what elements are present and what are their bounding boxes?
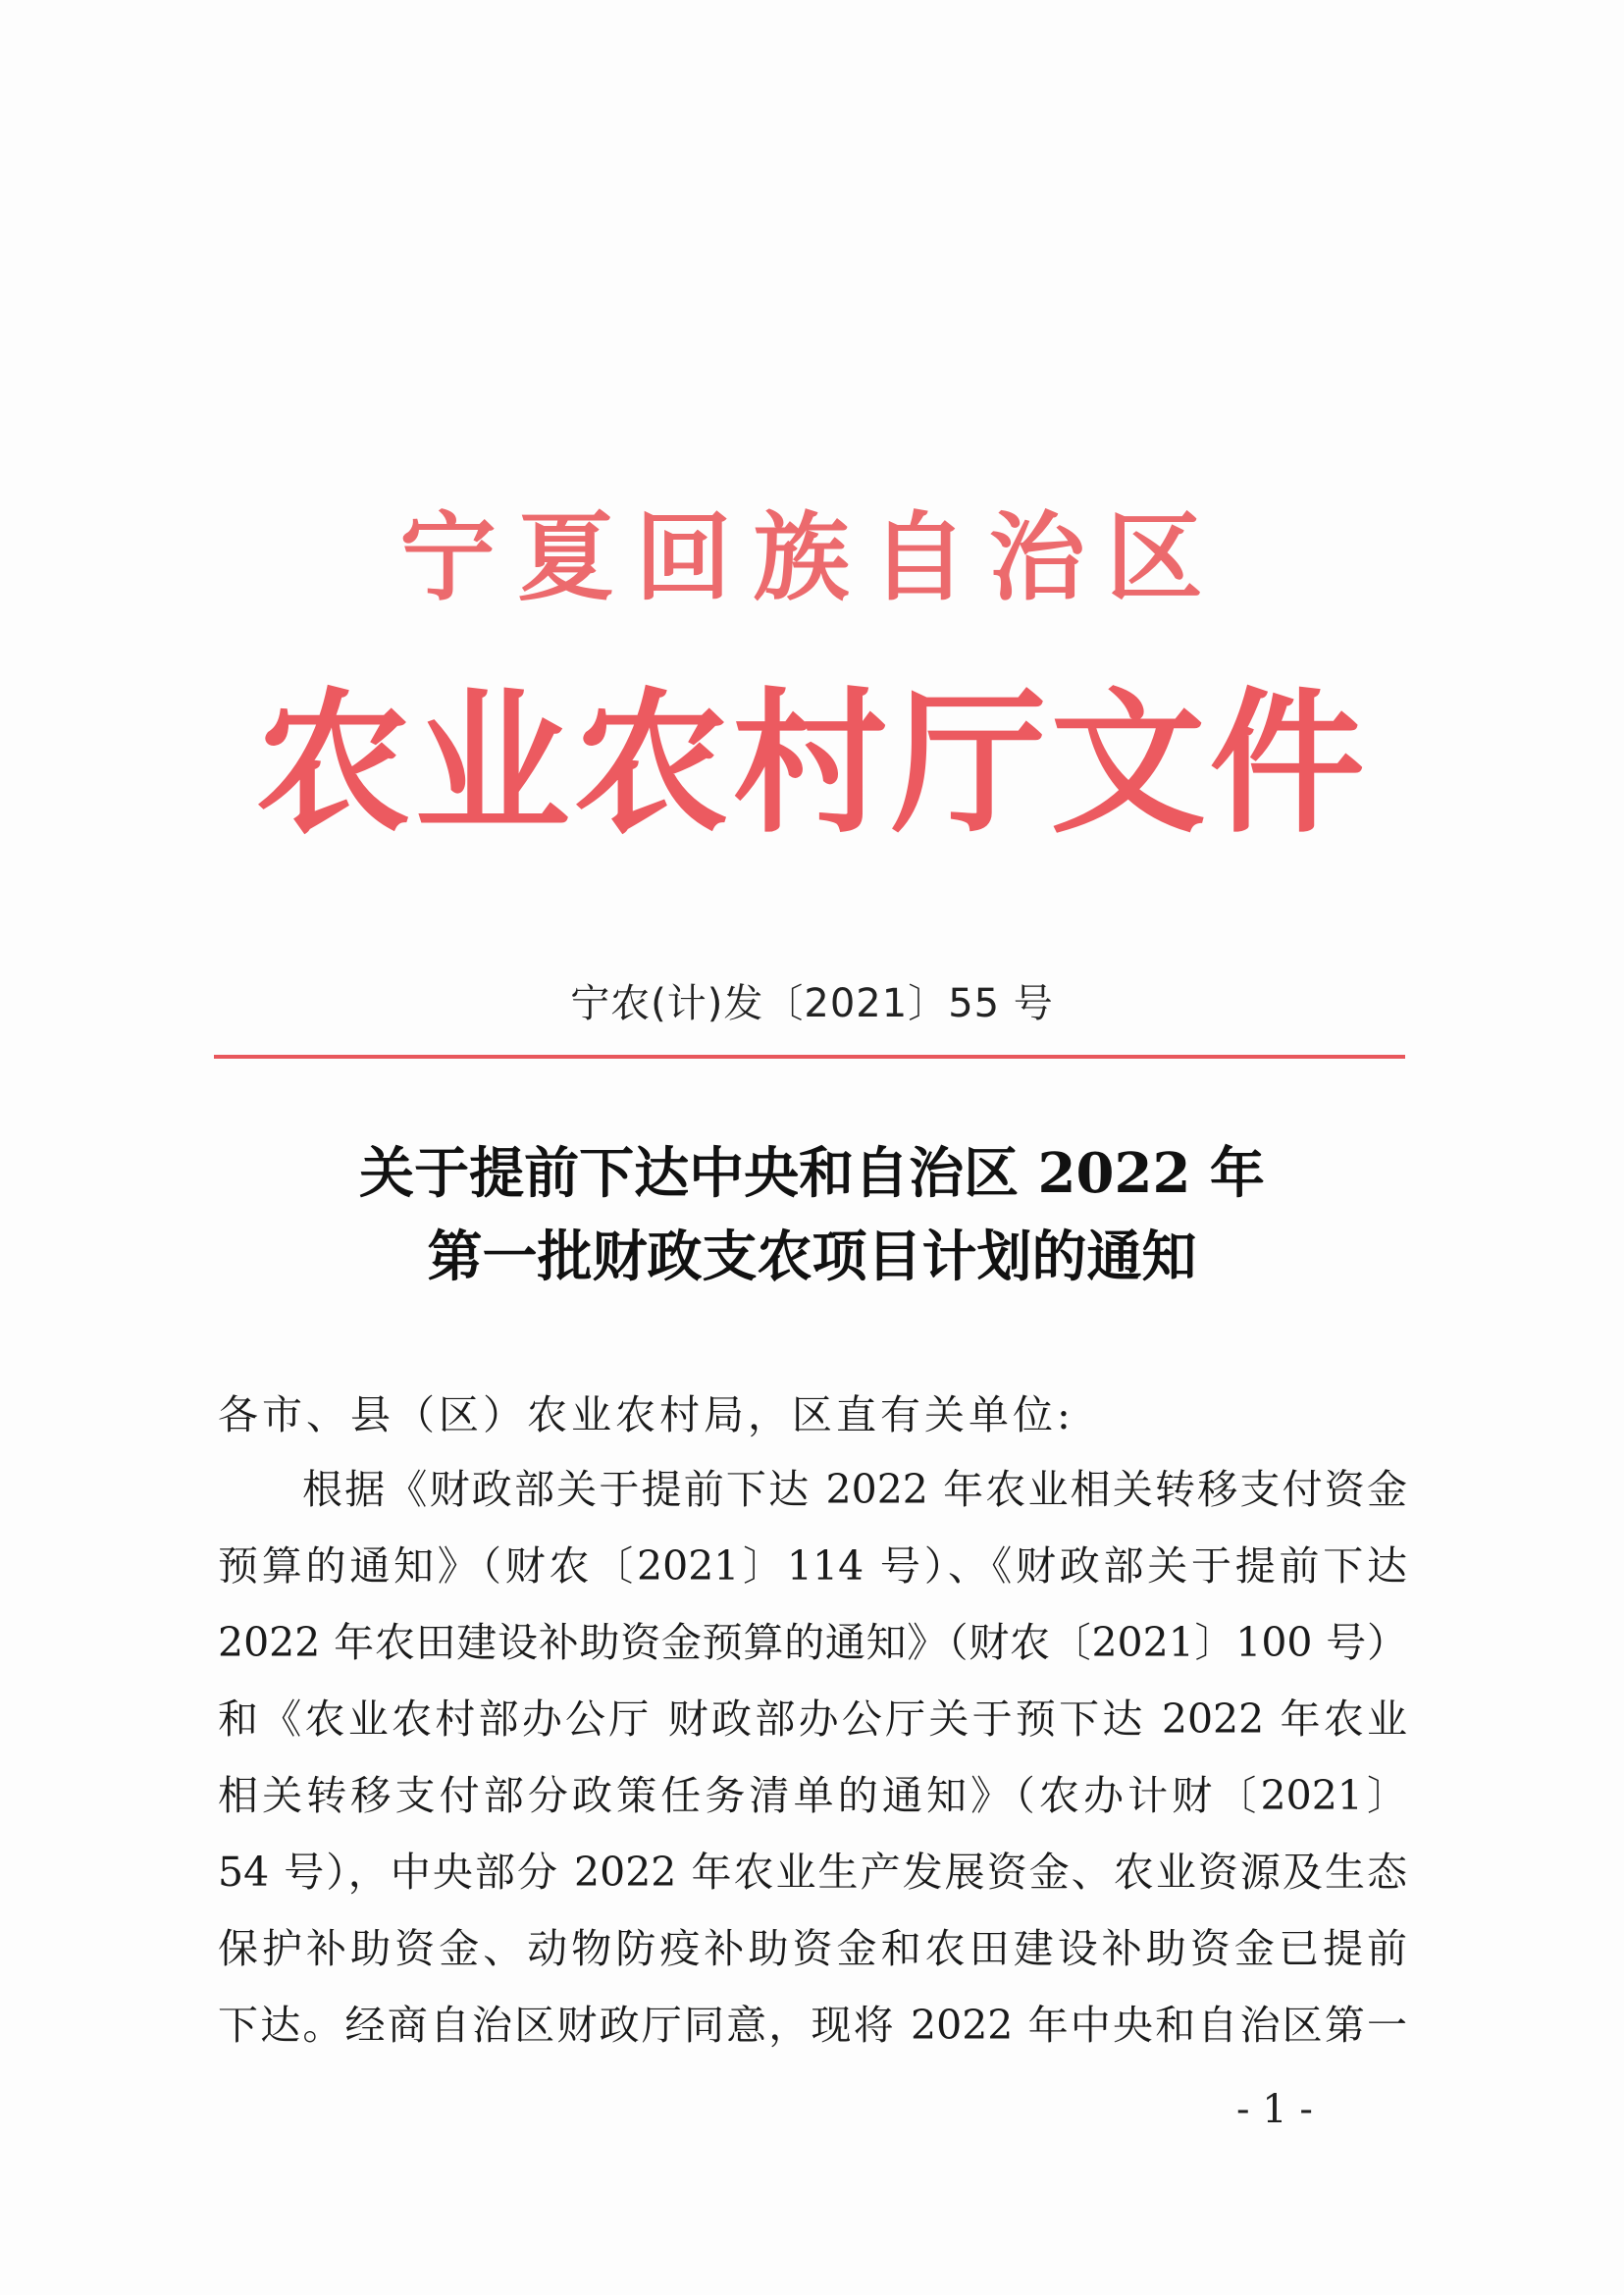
paragraph-line: 和《农业农村部办公厅 财政部办公厅关于预下达 2022 年农业 [218,1695,1407,1743]
paragraph-line: 2022 年农田建设补助资金预算的通知》（财农〔2021〕100 号） [218,1619,1407,1666]
paragraph-line: 根据《财政部关于提前下达 2022 年农业相关转移支付资金 [302,1466,1407,1513]
title-line-1: 关于提前下达中央和自治区 2022 年 [359,1141,1265,1206]
paragraph-line: 保护补助资金、动物防疫补助资金和农田建设补助资金已提前 [218,1925,1407,1972]
red-divider-line [214,1055,1405,1059]
paragraph-line: 相关转移支付部分政策任务清单的通知》（农办计财〔2021〕 [218,1772,1407,1819]
document-type-heading: 农业农村厅文件 [255,673,1369,855]
paragraph-line: 54 号），中央部分 2022 年农业生产发展资金、农业资源及生态 [218,1849,1407,1896]
page-number: - 1 - [1236,2087,1313,2132]
salutation: 各市、县（区）农业农村局，区直有关单位: [218,1391,1074,1438]
title-line-2: 第一批财政支农项目计划的通知 [427,1225,1197,1289]
paragraph-line: 下达。经商自治区财政厅同意，现将 2022 年中央和自治区第一 [218,2002,1407,2049]
document-number: 宁农(计)发〔2021〕55 号 [570,981,1054,1026]
paragraph-line: 预算的通知》（财农〔2021〕114 号）、《财政部关于提前下达 [218,1542,1407,1590]
issuer-name: 宁夏回族自治区 [399,501,1225,614]
